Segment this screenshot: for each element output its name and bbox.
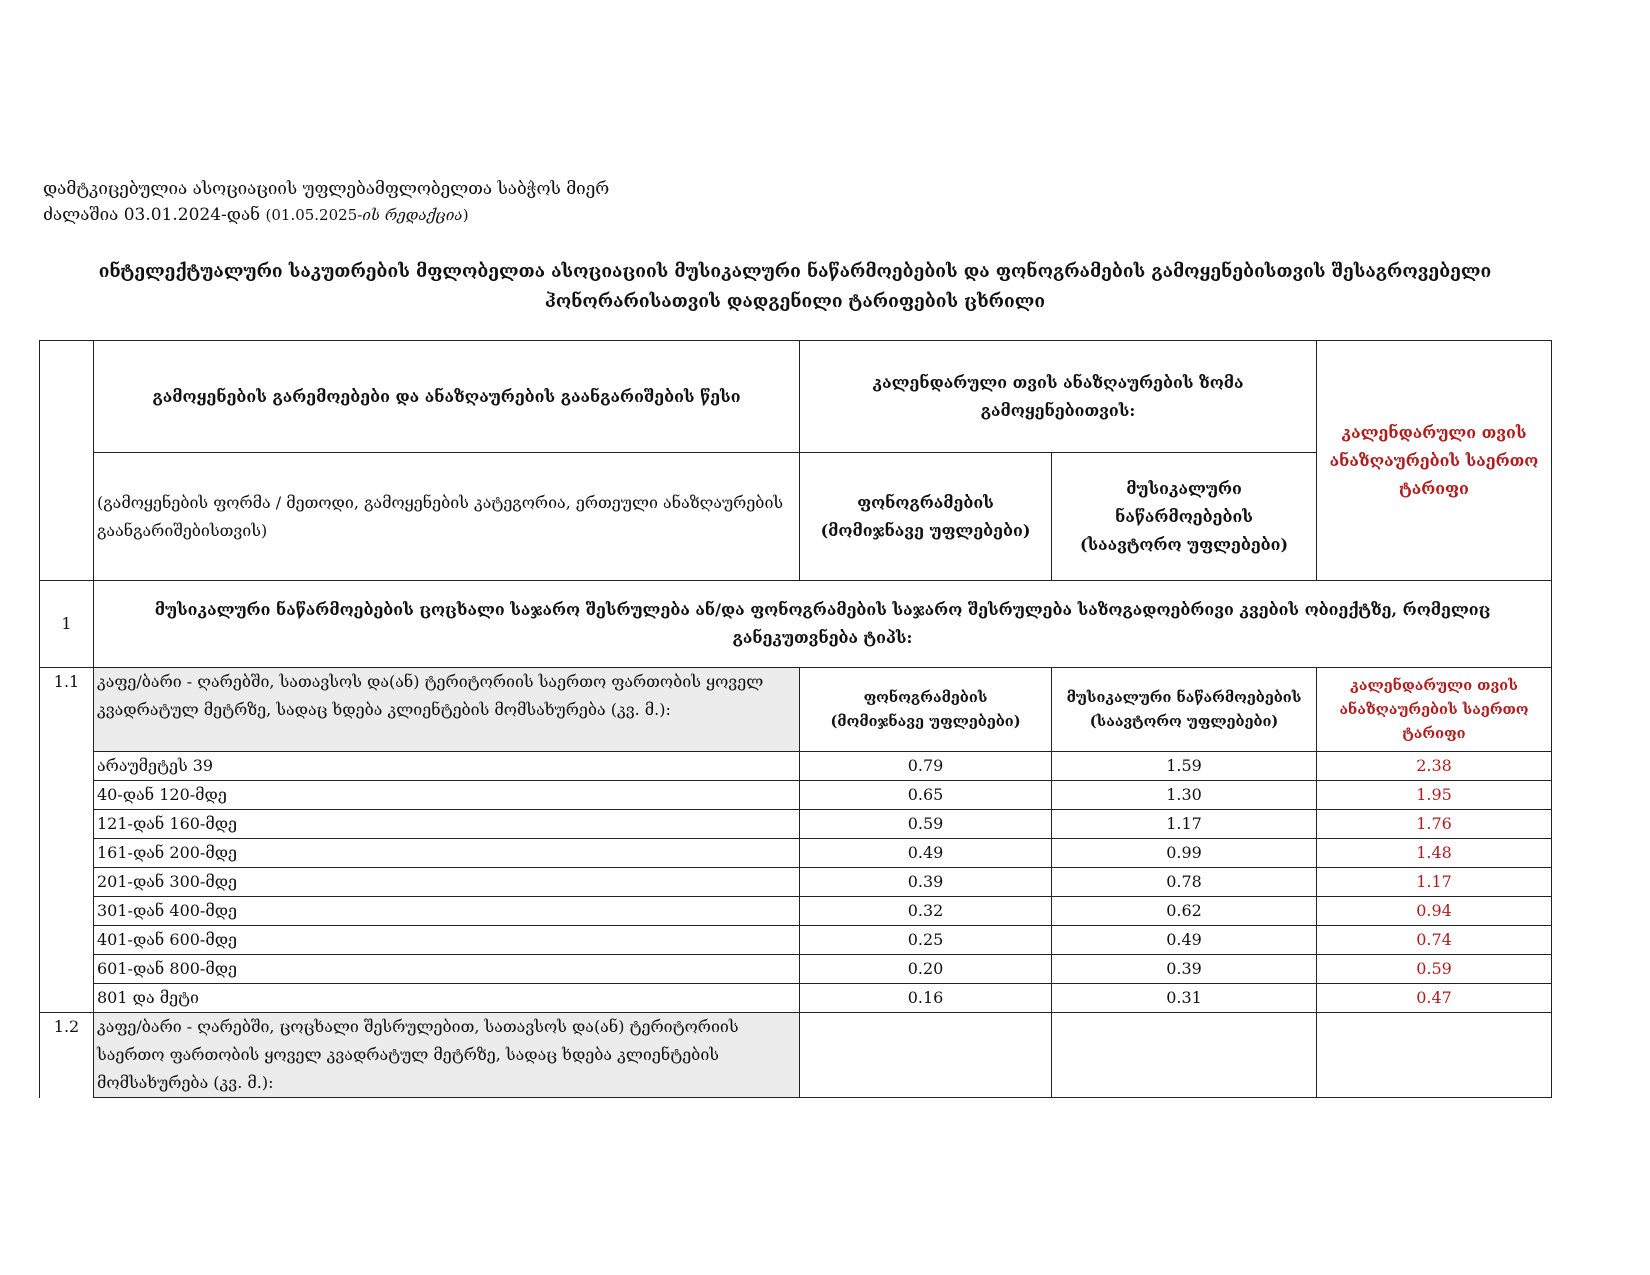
table-cell: 1.95 — [1317, 781, 1552, 810]
table-cell: 0.59 — [1317, 955, 1552, 984]
subsection-1-2-num: 1.2 — [40, 1013, 94, 1098]
effective-line — [43, 202, 609, 228]
table-row — [40, 752, 1552, 781]
subsection-1-1-text: კაფე/ბარი - ღარებში, სათავსოს და(ან) ტერიტორიის საერთო ფართობის ყოველ კვადრატულ მეტრზე, სადაც ხდება კლიენტების მომსახურება (კვ. მ.): — [94, 668, 800, 752]
table-cell: 1.17 — [1052, 810, 1317, 839]
table-cell: 1.76 — [1317, 810, 1552, 839]
table-row — [40, 839, 1552, 868]
section-1-row — [40, 581, 1552, 668]
table-cell: 1.17 — [1317, 868, 1552, 897]
table-cell: 121-დან 160-მდე — [94, 810, 800, 839]
table-cell: 0.99 — [1052, 839, 1317, 868]
table-cell: 201-დან 300-მდე — [94, 868, 800, 897]
header-total-tariff: კალენდარული თვის ანაზღაურების საერთო ტარიფი — [1317, 341, 1552, 581]
subsection-1-2-row — [40, 1013, 1552, 1098]
table-cell: 0.25 — [800, 926, 1052, 955]
header-num-cell — [40, 341, 94, 581]
subsection-1-2-text: კაფე/ბარი - ღარებში, ცოცხალი შესრულებით, სათავსოს და(ან) ტერიტორიის საერთო ფართობის ყოველ კვადრატულ მეტრზე, სადაც ხდება კლიენტების მომსახურება (კვ. მ.): — [94, 1013, 800, 1098]
table-row — [40, 868, 1552, 897]
table-row — [40, 984, 1552, 1013]
table-cell: 0.49 — [1052, 926, 1317, 955]
title-line-2: ჰონორარისათვის დადგენილი ტარიფების ცხრილი — [544, 292, 1046, 312]
table-row — [40, 810, 1552, 839]
header-musical-works: მუსიკალური ნაწარმოებების (საავტორო უფლებები) — [1052, 453, 1317, 581]
tariff-table — [39, 340, 1552, 1098]
title-line-1: ინტელექტუალური საკუთრების მფლობელთა ასოციაციის მუსიკალური ნაწარმოებების და ფონოგრამების გამოყენებისთვის შესაგროვებელი — [98, 262, 1492, 282]
document-title — [40, 257, 1550, 317]
table-cell: 0.59 — [800, 810, 1052, 839]
table-row — [40, 955, 1552, 984]
table-cell: 161-დან 200-მდე — [94, 839, 800, 868]
table-cell: 2.38 — [1317, 752, 1552, 781]
table-cell: 0.74 — [1317, 926, 1552, 955]
table-cell: 1.30 — [1052, 781, 1317, 810]
edition-note: (01.05.2025-ის რედაქცია) — [265, 206, 469, 224]
table-cell: 1.59 — [1052, 752, 1317, 781]
table-cell: არაუმეტეს 39 — [94, 752, 800, 781]
table-cell: 0.31 — [1052, 984, 1317, 1013]
table-cell: 301-დან 400-მდე — [94, 897, 800, 926]
table-row — [40, 926, 1552, 955]
approval-line: დამტკიცებულია ასოციაციის უფლებამფლობელთა საბჭოს მიერ — [43, 179, 610, 199]
table-cell: 0.94 — [1317, 897, 1552, 926]
table-cell: 40-დან 120-მდე — [94, 781, 800, 810]
section-1-num: 1 — [40, 581, 94, 668]
table-cell: 0.65 — [800, 781, 1052, 810]
subsection-1-2-total — [1317, 1013, 1552, 1098]
subsection-1-1-header — [40, 668, 1552, 752]
table-row — [40, 897, 1552, 926]
header-phonograms: ფონოგრამების (მომიჯნავე უფლებები) — [800, 453, 1052, 581]
table-cell: 0.62 — [1052, 897, 1317, 926]
table-cell: 1.48 — [1317, 839, 1552, 868]
subheader-musical-works: მუსიკალური ნაწარმოებების (საავტორო უფლებები) — [1052, 668, 1317, 752]
subheader-phonograms: ფონოგრამების (მომიჯნავე უფლებები) — [800, 668, 1052, 752]
header-usage-conditions: გამოყენების გარემოებები და ანაზღაურების გაანგარიშების წესი — [94, 341, 800, 453]
document-header — [43, 176, 609, 228]
table-cell: 0.39 — [1052, 955, 1317, 984]
effective-date: ძალაშია 03.01.2024-დან — [43, 205, 261, 225]
table-header-row-1 — [40, 341, 1552, 453]
table-cell: 0.32 — [800, 897, 1052, 926]
table-cell: 0.78 — [1052, 868, 1317, 897]
section-1-text: მუსიკალური ნაწარმოებების ცოცხალი საჯარო შესრულება ან/და ფონოგრამების საჯარო შესრულება საზოგადოებრივი კვების ობიექტზე, რომელიც განეკუთვნება ტიპს: — [94, 581, 1552, 668]
table-cell: 801 და მეტი — [94, 984, 800, 1013]
subsection-1-2-works — [1052, 1013, 1317, 1098]
table-cell: 0.39 — [800, 868, 1052, 897]
subsection-1-2-phonograms — [800, 1013, 1052, 1098]
table-cell: 601-დან 800-მდე — [94, 955, 800, 984]
table-cell: 0.79 — [800, 752, 1052, 781]
table-cell: 0.16 — [800, 984, 1052, 1013]
table-row — [40, 781, 1552, 810]
table-cell: 401-დან 600-მდე — [94, 926, 800, 955]
table-cell: 0.20 — [800, 955, 1052, 984]
header-usage-form: (გამოყენების ფორმა / მეთოდი, გამოყენების კატეგორია, ერთეული ანაზღაურების გაანგარიშებისთვის) — [94, 453, 800, 581]
header-monthly-amount: კალენდარული თვის ანაზღაურების ზომა გამოყენებითვის: — [800, 341, 1317, 453]
subsection-1-1-num: 1.1 — [40, 668, 94, 1013]
table-cell: 0.47 — [1317, 984, 1552, 1013]
subheader-total: კალენდარული თვის ანაზღაურების საერთო ტარიფი — [1317, 668, 1552, 752]
table-cell: 0.49 — [800, 839, 1052, 868]
